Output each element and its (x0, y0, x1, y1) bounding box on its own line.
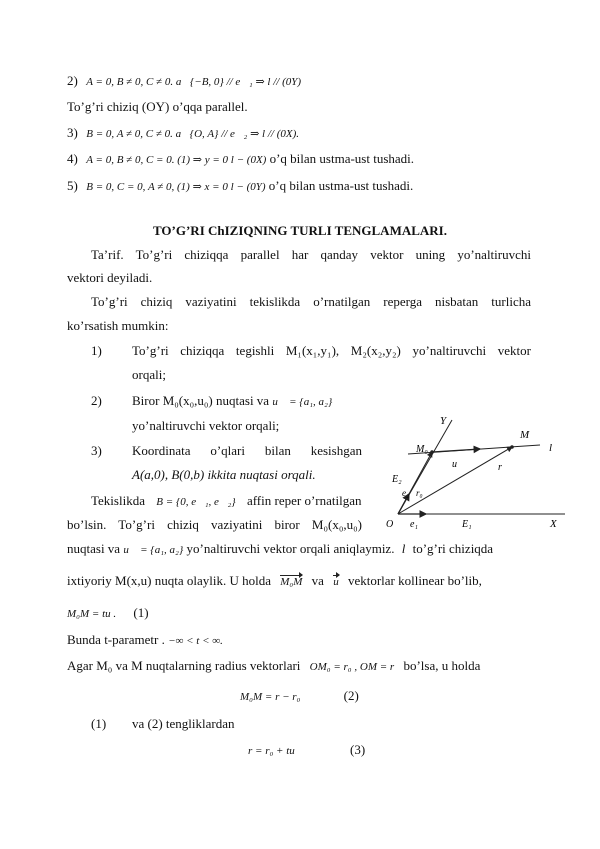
point-m (510, 445, 514, 449)
case-4 (67, 151, 414, 168)
case-text: o’q bilan ustma-ust tushadi. (269, 151, 415, 166)
case-2 (67, 73, 301, 90)
vector-u-formula: u⃗ = {a₁, a₂} (123, 544, 184, 556)
para-text: to’g’ri chiziqda (412, 541, 494, 556)
para-line-1 (91, 493, 361, 510)
equation-3-label: (3) (350, 742, 366, 757)
intro-line-1: To’g’ri chiziq vaziyatini tekislikda o’rnatilgan reperga nisbatan turlicha (91, 294, 531, 309)
para-text: vektorlar kollinear bo’lib, (347, 573, 482, 588)
radius-formula: OM₀ = r₀ , OM = r (309, 661, 395, 673)
para-text: Tekislikda (91, 493, 145, 508)
radius-text: bo’lsa, u holda (403, 658, 481, 673)
list-item-3-line-1: Koordinata o’qlari bilan kesishgan (132, 443, 362, 458)
equation-1 (67, 605, 149, 622)
vector-u: u (333, 576, 339, 588)
case-formula: A = 0, B ≠ 0, C = 0. (1) ⇒ y = 0 l − (0X) (86, 154, 267, 166)
definition-line-2: vektori deyiladi. (67, 270, 153, 285)
intro-line-2: ko’rsatish mumkin: (67, 318, 169, 333)
case-number: 2) (67, 73, 78, 88)
equation-2-formula: M₀M = r − r₀ (240, 691, 301, 703)
label-o: O (386, 519, 394, 530)
label-l: l (549, 442, 553, 454)
list-item-3-number: 3) (91, 443, 102, 458)
t-parameter-formula: −∞ < t < ∞. (168, 635, 223, 647)
para-text: yo’naltiruvchi vektor orqali aniqlaymiz. (186, 541, 395, 556)
para-line-3 (67, 541, 493, 558)
para-line-2: bo’lsin. To’g’ri chiziq vaziyatini biror M₀(x₀,u₀) (67, 517, 362, 532)
case-formula: B = 0, A ≠ 0, C ≠ 0. a⃗{O, A} // e⃗₂ ⇒ l // (0X). (86, 128, 299, 140)
line-l-symbol: l (401, 541, 406, 556)
label-m: M (520, 429, 530, 441)
vector-m0m: M₀M (280, 576, 303, 588)
coordinate-figure (380, 410, 580, 535)
equation-3 (248, 742, 365, 759)
equation-3-formula: r = r₀ + tu (248, 745, 295, 757)
label-E1: E₁ (462, 519, 472, 530)
list-item-1-line-1: To’g’ri chiziqqa tegishli M₁(x₁,y₁), M₂(x₂,y₂) yo’naltiruvchi vektor (132, 343, 531, 358)
t-parameter-text: Bunda t-parametr . (67, 632, 165, 647)
label-r: r (498, 462, 502, 473)
list-item-3-line-2: A(a,0), B(0,b) ikkita nuqtasi orqali. (132, 467, 316, 482)
label-e2: e₂ (402, 488, 410, 498)
t-parameter-line (67, 632, 223, 649)
radius-text: Agar M₀ va M nuqtalarning radius vektorlari (67, 658, 301, 673)
case-3 (67, 125, 299, 142)
para-text: nuqtasi va (67, 541, 121, 556)
label-x: X (550, 518, 557, 530)
definition-line-1: Ta’rif. To’g’ri chiziqqa parallel har qanday vektor uning yo’naltiruvchi (91, 247, 531, 262)
reper-formula: B = {0, e⃗₁, e⃗₂} (156, 496, 236, 508)
case-formula: B = 0, C = 0, A ≠ 0, (1) ⇒ x = 0 l − (0Y) (86, 181, 266, 193)
label-E2: E₂ (392, 474, 402, 485)
case-2-text: To’g’ri chiziq (OY) o’qqa parallel. (67, 99, 248, 114)
para-line-4 (67, 573, 482, 590)
derivation-number: (1) (91, 716, 107, 731)
case-5 (67, 178, 413, 195)
case-number: 4) (67, 151, 78, 166)
equation-2-label: (2) (343, 688, 359, 703)
list-item-2-line-1 (132, 393, 332, 410)
case-number: 5) (67, 178, 78, 193)
label-r0: r₀ (416, 488, 423, 498)
list-item-1-line-2: orqali; (132, 367, 166, 382)
derivation-text: va (2) tengliklardan (132, 716, 235, 731)
para-text: ixtiyoriy M(x,u) nuqta olaylik. U holda (67, 573, 272, 588)
list-item-2-line-2: yo’naltiruvchi vektor orqali; (132, 418, 280, 433)
case-formula: A = 0, B ≠ 0, C ≠ 0. a⃗{−B, 0} // e⃗₁ ⇒ l // (0Y) (86, 76, 302, 88)
para-text: affin reper o’rnatilgan (246, 493, 362, 508)
label-y: Y (440, 415, 447, 427)
case-number: 3) (67, 125, 78, 140)
vector-r (398, 447, 512, 514)
list-item-2-number: 2) (91, 393, 102, 408)
label-e1: e₁ (410, 519, 418, 530)
vector-u-arrow (432, 449, 480, 452)
case-text: o’q bilan ustma-ust tushadi. (268, 178, 414, 193)
point-m0 (430, 450, 434, 454)
radius-line (67, 658, 480, 675)
para-text: va (311, 573, 324, 588)
list-item-1-number: 1) (91, 343, 102, 358)
list-item-2-text: Biror M₀(x₀,u₀) nuqtasi va (132, 393, 270, 408)
list-item-2-formula: u⃗ = {a₁, a₂} (272, 396, 333, 408)
label-m0: M₀ (416, 444, 428, 455)
equation-1-label: (1) (133, 605, 149, 620)
equation-1-formula: M₀M = tu . (67, 608, 117, 620)
label-u: u (452, 459, 457, 470)
section-heading: TO’G’RI ChIZIQNING TURLI TENGLAMALARI. (152, 223, 447, 238)
equation-2 (240, 688, 359, 705)
